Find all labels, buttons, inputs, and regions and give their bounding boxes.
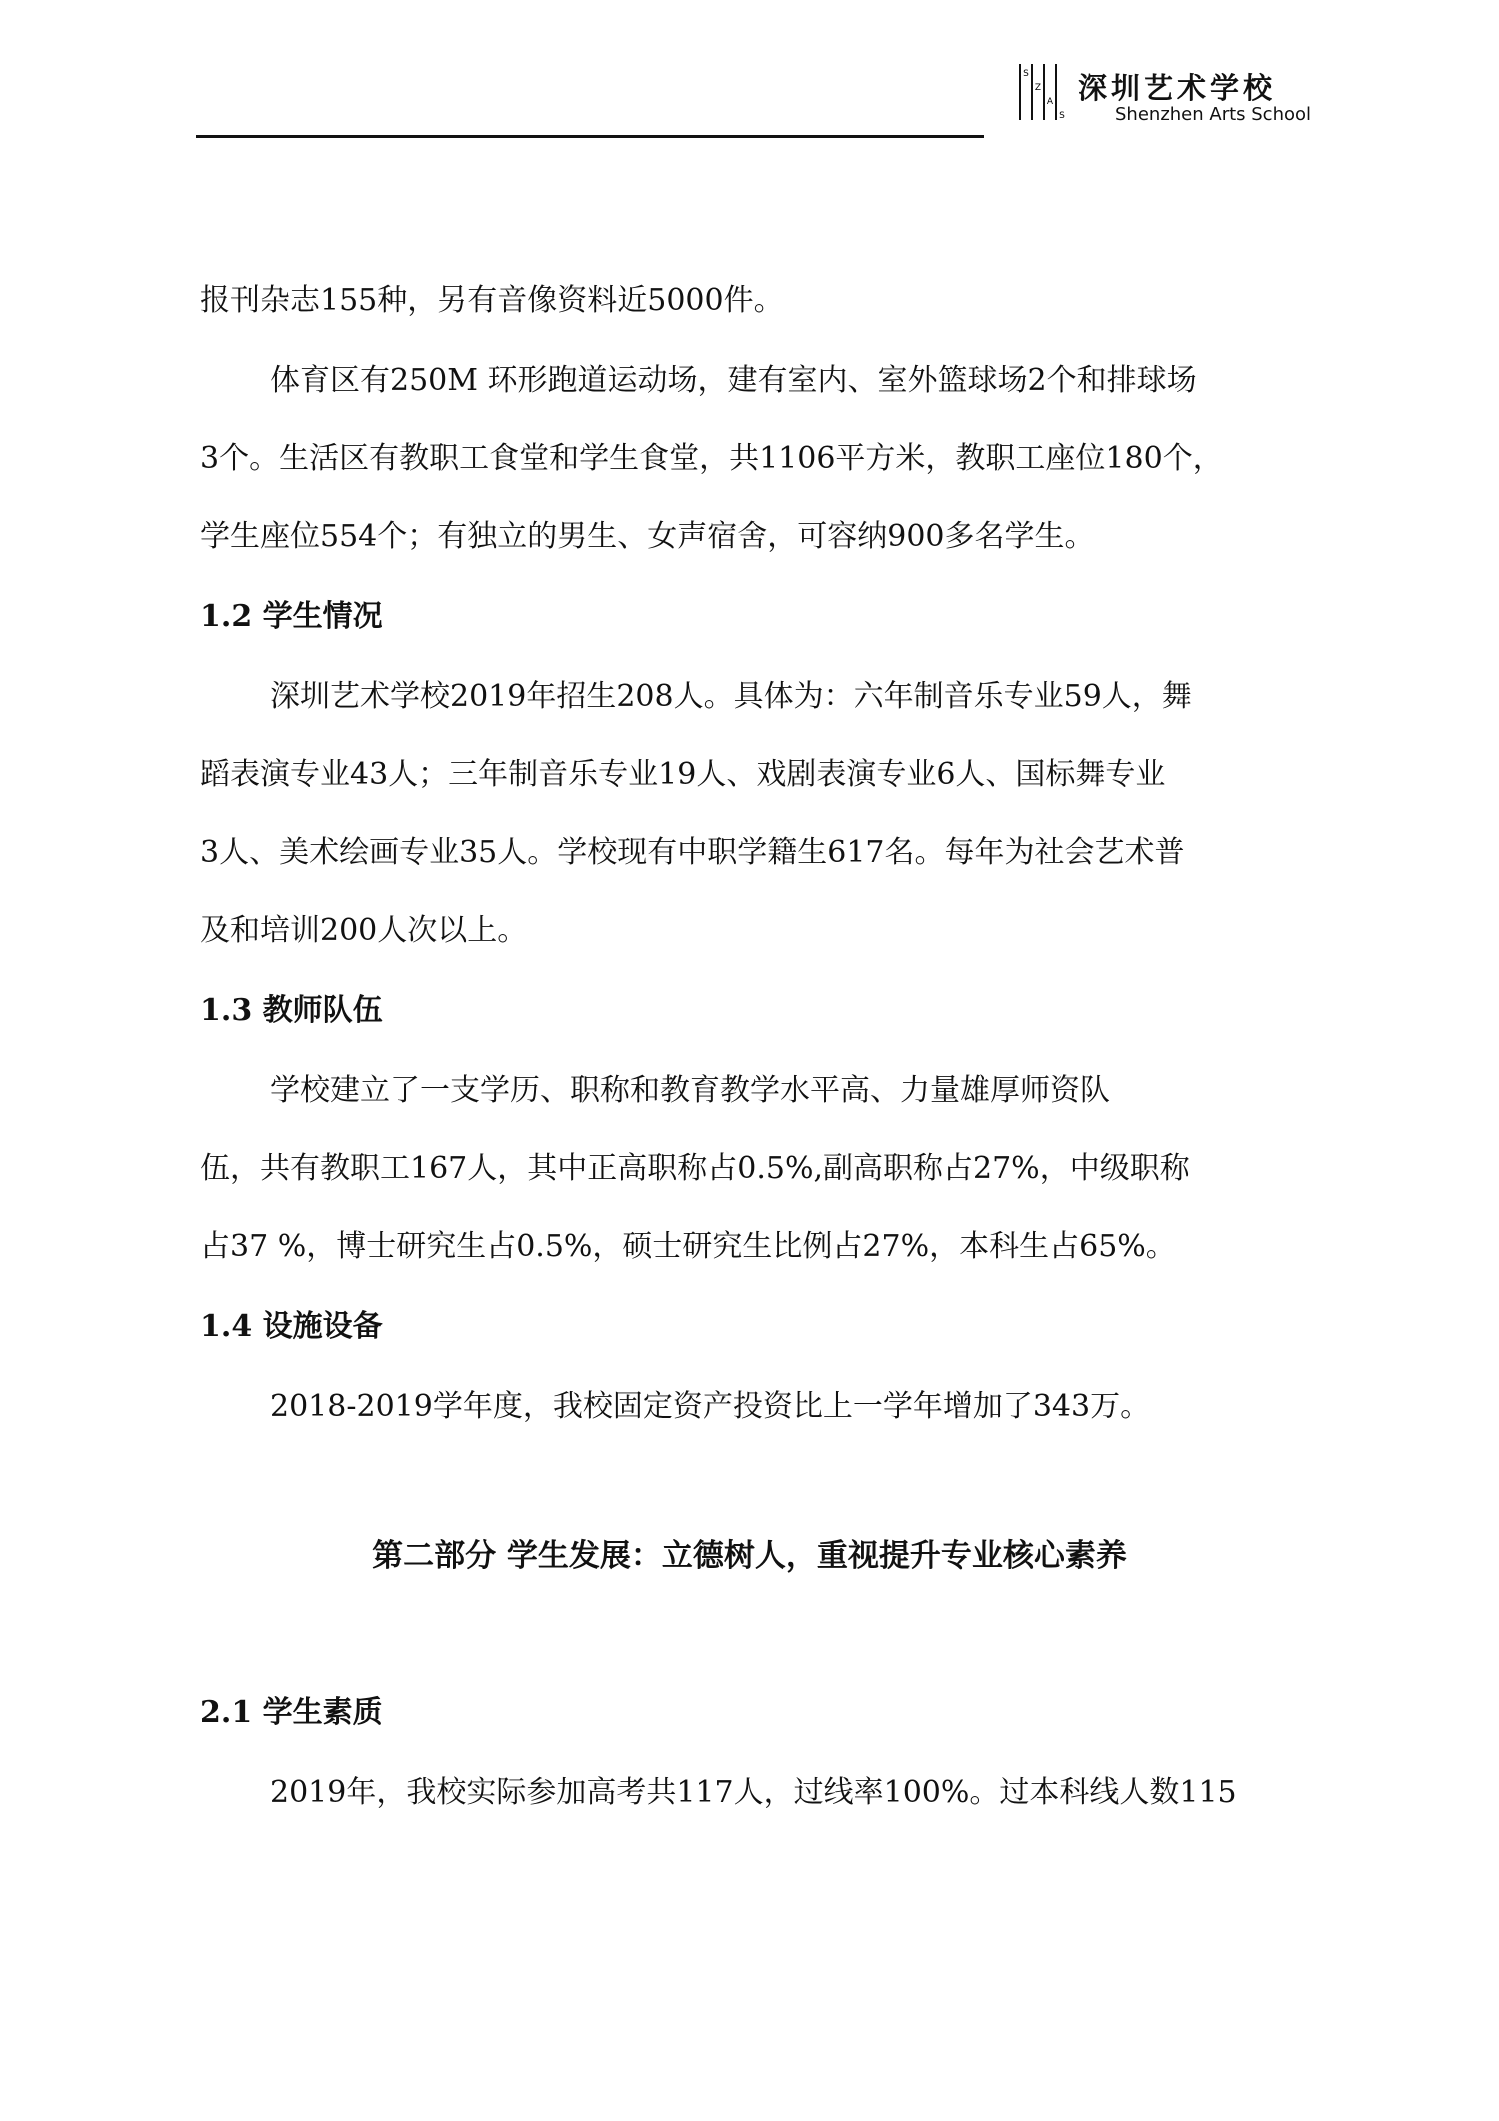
paragraph-line: 蹈表演专业43人；三年制音乐专业19人、戏剧表演专业6人、国标舞专业 bbox=[200, 757, 1166, 792]
paragraph-line: 占37 %，博士研究生占0.5%，硕士研究生比例占27%，本科生占65%。 bbox=[200, 1229, 1176, 1264]
paragraph-line: 报刊杂志155种，另有音像资料近5000件。 bbox=[200, 283, 784, 318]
section-heading: 1.3 教师队伍 bbox=[200, 993, 383, 1028]
logo-chinese-name: 深圳艺术学校 bbox=[1078, 71, 1277, 105]
section-heading: 1.2 学生情况 bbox=[200, 599, 383, 634]
section-heading: 2.1 学生素质 bbox=[200, 1695, 383, 1730]
paragraph-line: 3个。生活区有教职工食堂和学生食堂，共1106平方米，教职工座位180个， bbox=[200, 441, 1223, 476]
header-logo bbox=[1018, 62, 1318, 134]
paragraph-line: 体育区有250M 环形跑道运动场，建有室内、室外篮球场2个和排球场 bbox=[270, 363, 1197, 398]
logo-english-name: Shenzhen Arts School bbox=[1115, 104, 1312, 125]
svg-text:A: A bbox=[1046, 97, 1054, 107]
paragraph-line: 学生座位554个；有独立的男生、女声宿舍，可容纳900多名学生。 bbox=[200, 519, 1095, 554]
svg-text:S: S bbox=[1023, 69, 1029, 79]
svg-text:S: S bbox=[1059, 111, 1065, 121]
paragraph-line: 2018-2019学年度，我校固定资产投资比上一学年增加了343万。 bbox=[270, 1389, 1151, 1424]
section-heading: 1.4 设施设备 bbox=[200, 1309, 383, 1344]
paragraph-line: 伍，共有教职工167人，其中正高职称占0.5%,副高职称占27%，中级职称 bbox=[200, 1151, 1190, 1186]
part-title: 第二部分 学生发展：立德树人，重视提升专业核心素养 bbox=[372, 1538, 1127, 1574]
paragraph-line: 深圳艺术学校2019年招生208人。具体为：六年制音乐专业59人，舞 bbox=[270, 679, 1192, 714]
school-logo-mark bbox=[1018, 62, 1066, 122]
paragraph-line: 及和培训200人次以上。 bbox=[200, 913, 528, 948]
paragraph-line: 学校建立了一支学历、职称和教育教学水平高、力量雄厚师资队 bbox=[270, 1073, 1110, 1108]
paragraph-line: 2019年，我校实际参加高考共117人，过线率100%。过本科线人数115 bbox=[270, 1775, 1237, 1810]
paragraph-line: 3人、美术绘画专业35人。学校现有中职学籍生617名。每年为社会艺术普 bbox=[200, 835, 1185, 870]
svg-text:Z: Z bbox=[1034, 83, 1042, 93]
header-rule bbox=[196, 135, 984, 138]
